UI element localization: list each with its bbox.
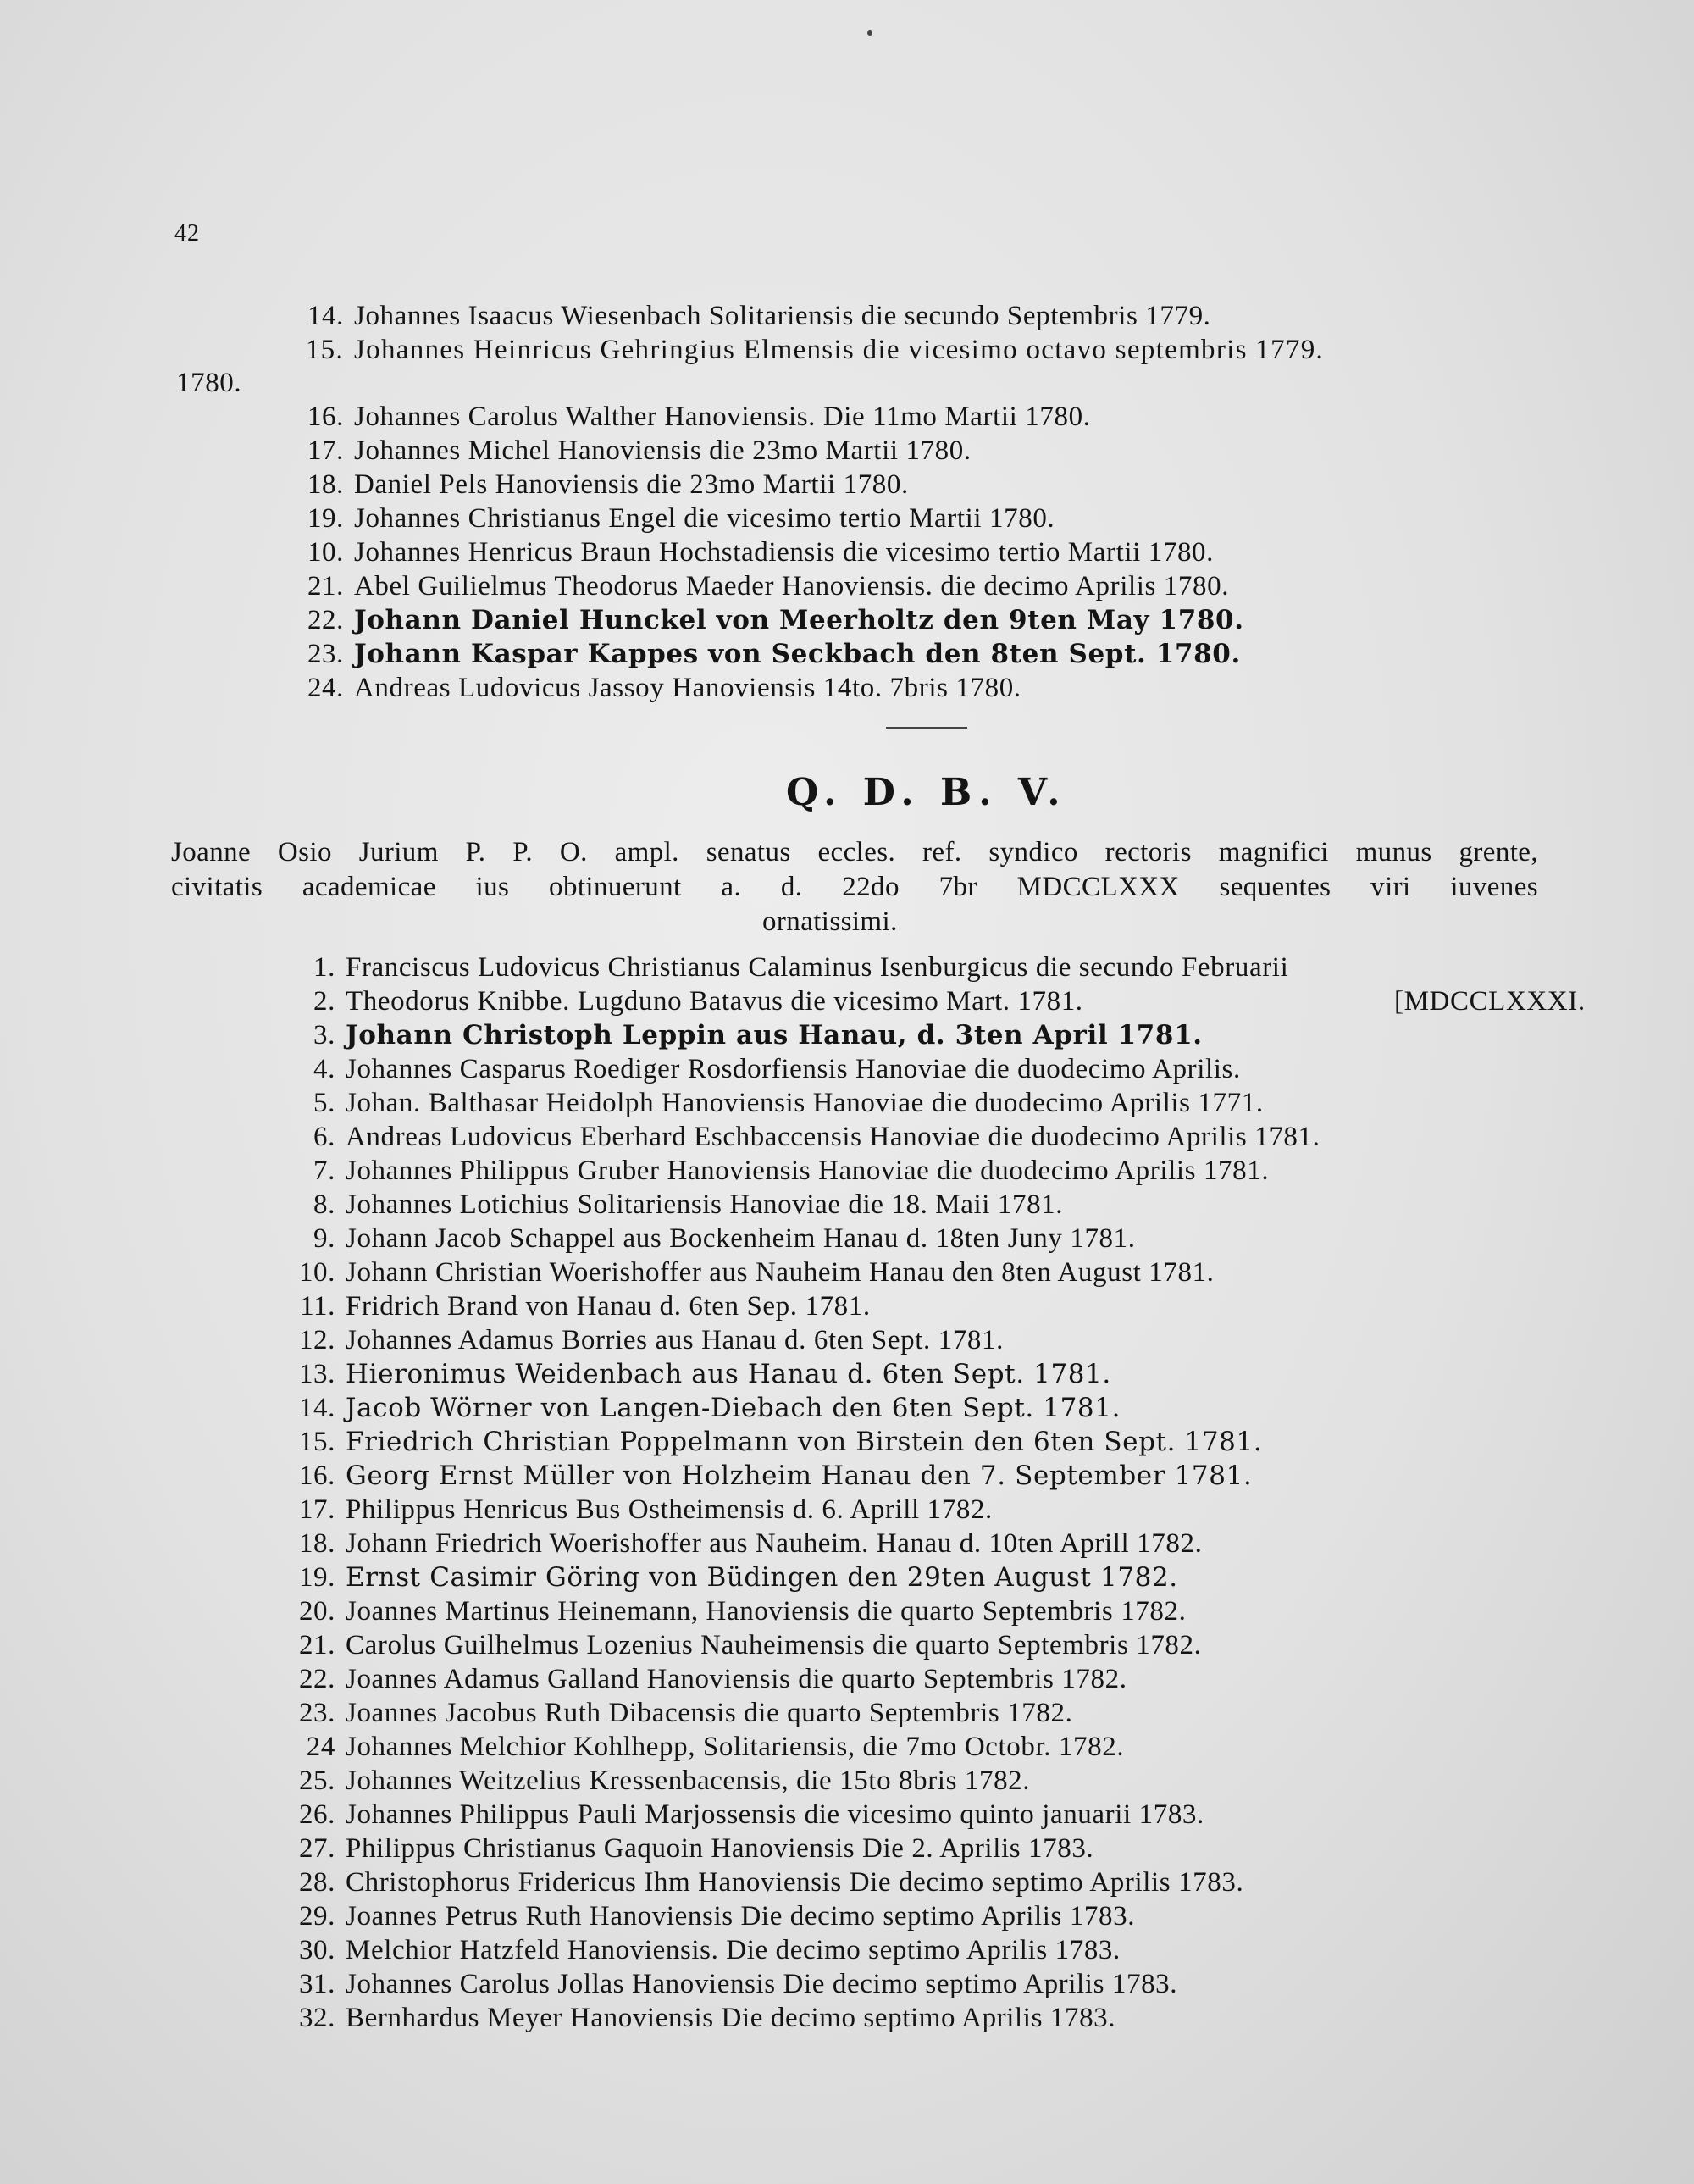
entry-number: 30. — [298, 1935, 335, 1965]
entry-text: Johannes Casparus Roediger Rosdorfiensis Hanoviae die duodecimo Aprilis. — [346, 1054, 1241, 1084]
entry-text: Johannes Philippus Pauli Marjossensis die vicesimo quinto januarii 1783. — [346, 1799, 1204, 1830]
entry-number: 15. — [298, 1427, 335, 1457]
entry-number: 6. — [313, 1122, 335, 1152]
entry-text: Johannes Henricus Braun Hochstadiensis die vicesimo tertio Martii 1780. — [354, 537, 1214, 568]
list-item — [285, 1493, 993, 1527]
list-item — [293, 299, 1211, 333]
intro-line-2: civitatis academicae ius obtinuerunt a. d. 22do 7br MDCCLXXX sequentes viri iuvenes — [171, 872, 1538, 902]
entry-number: 18. — [298, 1528, 335, 1559]
list-item — [285, 1323, 1004, 1357]
entry-text: Bernhardus Meyer Hanoviensis Die decimo septimo Aprilis 1783. — [346, 2003, 1116, 2033]
list-item — [293, 333, 1324, 367]
list-item — [285, 1391, 1121, 1425]
entry-text: Joannes Jacobus Ruth Dibacensis die quarto Septembris 1782. — [346, 1698, 1073, 1728]
list-item — [285, 1628, 1201, 1662]
entry-number: 20. — [298, 1596, 335, 1627]
list-item — [285, 1865, 1243, 1899]
list-item — [293, 400, 1091, 434]
list-item — [293, 535, 1214, 569]
list-item — [293, 468, 909, 502]
entry-number: 1. — [313, 952, 335, 983]
entry-text: Friedrich Christian Poppelmann von Birstein den 6ten Sept. 1781. — [346, 1427, 1263, 1457]
entry-number: 24. — [307, 673, 344, 703]
list-item — [285, 1933, 1121, 1967]
entry-text: Hieronimus Weidenbach aus Hanau d. 6ten Sept. 1781. — [346, 1359, 1111, 1389]
list-item — [285, 1764, 1030, 1798]
entry-text: Ernst Casimir Göring von Büdingen den 29ten August 1782. — [346, 1562, 1178, 1593]
entry-text: Fridrich Brand von Hanau d. 6ten Sep. 1781. — [346, 1291, 871, 1322]
list-item — [285, 951, 1288, 984]
list-item — [285, 1120, 1320, 1154]
list-item — [285, 1662, 1127, 1696]
entry-number: 21. — [298, 1630, 335, 1660]
list-item — [285, 1289, 871, 1323]
entry-number: 17. — [307, 435, 344, 466]
entry-number: 12. — [298, 1325, 335, 1355]
year-marker: 1780. — [176, 368, 242, 398]
entry-text: Joannes Adamus Galland Hanoviensis die quarto Septembris 1782. — [346, 1664, 1127, 1694]
entry-text: Johannes Weitzelius Kressenbacensis, die 15to 8bris 1782. — [346, 1765, 1031, 1796]
entry-text: Johann Christoph Leppin aus Hanau, d. 3ten April 1781. — [346, 1020, 1203, 1050]
list-item — [285, 1696, 1072, 1730]
entry-number: 10. — [298, 1257, 335, 1288]
intro-line-3: ornatissimi. — [762, 906, 898, 937]
speck-mark — [867, 30, 872, 36]
list-item — [285, 1798, 1204, 1832]
entry-text: Johannes Carolus Jollas Hanoviensis Die decimo septimo Aprilis 1783. — [346, 1969, 1178, 1999]
entry-text: Joannes Martinus Heinemann, Hanoviensis die quarto Septembris 1782. — [346, 1596, 1187, 1627]
entry-text: Johannes Lotichius Solitariensis Hanoviae die 18. Maii 1781. — [346, 1189, 1064, 1220]
list-item — [285, 1967, 1177, 2001]
entry-number: 14. — [298, 1393, 335, 1423]
list-item — [293, 671, 1021, 705]
entry-text: Georg Ernst Müller von Holzheim Hanau den 7. September 1781. — [346, 1461, 1253, 1491]
entry-text: Johannes Heinricus Gehringius Elmensis die vicesimo octavo septembris 1779. — [354, 335, 1325, 365]
entry-text: Johannes Christianus Engel die vicesimo tertio Martii 1780. — [354, 503, 1055, 534]
entry-number: 9. — [313, 1223, 335, 1254]
entry-text: Johannes Adamus Borries aus Hanau d. 6ten Sept. 1781. — [346, 1325, 1004, 1355]
intro-line-1: Joanne Osio Jurium P. P. O. ampl. senatus eccles. ref. syndico rectoris magnifici munus grente, — [171, 837, 1538, 868]
entry-number: 14. — [307, 301, 344, 331]
entry-number: 8. — [313, 1189, 335, 1220]
section-divider — [886, 727, 967, 729]
list-item — [285, 1018, 1203, 1052]
list-item — [285, 1560, 1178, 1594]
entry-number: 19. — [307, 503, 344, 534]
list-item — [293, 502, 1055, 535]
entry-number: 23. — [307, 639, 344, 669]
list-item — [285, 1594, 1186, 1628]
entry-text: Abel Guilielmus Theodorus Maeder Hanoviensis. die decimo Aprilis 1780. — [354, 571, 1230, 601]
section-heading: Q. D. B. V. — [786, 771, 1067, 814]
entry-text: Theodorus Knibbe. Lugduno Batavus die vicesimo Mart. 1781. — [346, 986, 1083, 1017]
entry-text: Johannes Melchior Kohlhepp, Solitariensis, die 7mo Octobr. 1782. — [346, 1732, 1125, 1762]
entry-number: 31. — [298, 1969, 335, 1999]
entry-text: Jacob Wörner von Langen-Diebach den 6ten Sept. 1781. — [346, 1393, 1121, 1423]
entry-text: Philippus Henricus Bus Ostheimensis d. 6. Aprill 1782. — [346, 1494, 993, 1525]
entry-text: Johann Christian Woerishoffer aus Nauheim Hanau den 8ten August 1781. — [346, 1257, 1215, 1288]
entry-number: 17. — [298, 1494, 335, 1525]
list-item — [285, 2001, 1115, 2035]
entry-number: 22. — [307, 605, 344, 635]
list-item — [285, 1527, 1202, 1560]
entry-number: 13. — [298, 1359, 335, 1389]
entry-number: 19. — [298, 1562, 335, 1593]
entry-text: Johann Kaspar Kappes von Seckbach den 8ten Sept. 1780. — [354, 639, 1241, 669]
entry-number: 24 — [306, 1732, 335, 1762]
list-item — [285, 1425, 1262, 1459]
list-item — [285, 1222, 1136, 1256]
entry-number: 23. — [298, 1698, 335, 1728]
list-item — [285, 1832, 1093, 1865]
entry-number: 21. — [307, 571, 344, 601]
list-item — [285, 1459, 1252, 1493]
entry-number: 3. — [313, 1020, 335, 1050]
list-item — [285, 1899, 1135, 1933]
entry-text: Johannes Carolus Walther Hanoviensis. Die 11mo Martii 1780. — [354, 402, 1091, 432]
entry-number: 16. — [298, 1461, 335, 1491]
entry-number: 15. — [305, 335, 344, 365]
list-item — [293, 434, 972, 468]
entry-text: Johannes Philippus Gruber Hanoviensis Hanoviae die duodecimo Aprilis 1781. — [346, 1156, 1270, 1186]
entry-number: 22. — [298, 1664, 335, 1694]
list-item — [285, 1086, 1264, 1120]
entry-text: Daniel Pels Hanoviensis die 23mo Martii 1780. — [354, 469, 909, 500]
entry-number: 16. — [307, 402, 344, 432]
list-item — [293, 637, 1241, 671]
list-item — [285, 1154, 1269, 1188]
entry-text: Philippus Christianus Gaquoin Hanoviensis Die 2. Aprilis 1783. — [346, 1833, 1094, 1864]
entry-text: Johan. Balthasar Heidolph Hanoviensis Hanoviae die duodecimo Aprilis 1771. — [346, 1088, 1264, 1118]
list-item — [285, 1357, 1111, 1391]
entry-number: 18. — [307, 469, 344, 500]
year-marker-2: [MDCCLXXXI. — [1394, 986, 1586, 1017]
entry-number: 4. — [313, 1054, 335, 1084]
entry-text: Franciscus Ludovicus Christianus Calaminus Isenburgicus die secundo Februarii — [346, 952, 1289, 983]
list-item — [285, 1052, 1241, 1086]
entry-text: Johann Jacob Schappel aus Bockenheim Hanau d. 18ten Juny 1781. — [346, 1223, 1136, 1254]
entry-text: Carolus Guilhelmus Lozenius Nauheimensis die quarto Septembris 1782. — [346, 1630, 1202, 1660]
list-item — [285, 1256, 1215, 1289]
page-number: 42 — [174, 220, 200, 247]
entry-number: 10. — [307, 537, 344, 568]
entry-text: Andreas Ludovicus Jassoy Hanoviensis 14to. 7bris 1780. — [354, 673, 1021, 703]
entry-number: 28. — [298, 1867, 335, 1898]
entry-text: Andreas Ludovicus Eberhard Eschbaccensis Hanoviae die duodecimo Aprilis 1781. — [346, 1122, 1320, 1152]
entry-text: Christophorus Fridericus Ihm Hanoviensis Die decimo septimo Aprilis 1783. — [346, 1867, 1244, 1898]
entry-text: Johann Friedrich Woerishoffer aus Nauheim. Hanau d. 10ten Aprill 1782. — [346, 1528, 1203, 1559]
entry-text: Joannes Petrus Ruth Hanoviensis Die decimo septimo Aprilis 1783. — [346, 1901, 1136, 1932]
entry-number: 27. — [298, 1833, 335, 1864]
entry-text: Johannes Isaacus Wiesenbach Solitariensis die secundo Septembris 1779. — [354, 301, 1211, 331]
entry-number: 11. — [300, 1291, 335, 1322]
entry-text: Johannes Michel Hanoviensis die 23mo Martii 1780. — [354, 435, 972, 466]
entry-text: Melchior Hatzfeld Hanoviensis. Die decimo septimo Aprilis 1783. — [346, 1935, 1121, 1965]
list-item — [285, 984, 1083, 1018]
entry-number: 26. — [298, 1799, 335, 1830]
entry-number: 32. — [298, 2003, 335, 2033]
entry-number: 5. — [313, 1088, 335, 1118]
list-item — [285, 1188, 1063, 1222]
entry-number: 29. — [298, 1901, 335, 1932]
entry-text: Johann Daniel Hunckel von Meerholtz den 9ten May 1780. — [354, 605, 1244, 635]
entry-number: 2. — [313, 986, 335, 1017]
list-item — [293, 603, 1244, 637]
entry-number: 25. — [298, 1765, 335, 1796]
list-item — [285, 1730, 1124, 1764]
list-item — [293, 569, 1229, 603]
entry-number: 7. — [313, 1156, 335, 1186]
